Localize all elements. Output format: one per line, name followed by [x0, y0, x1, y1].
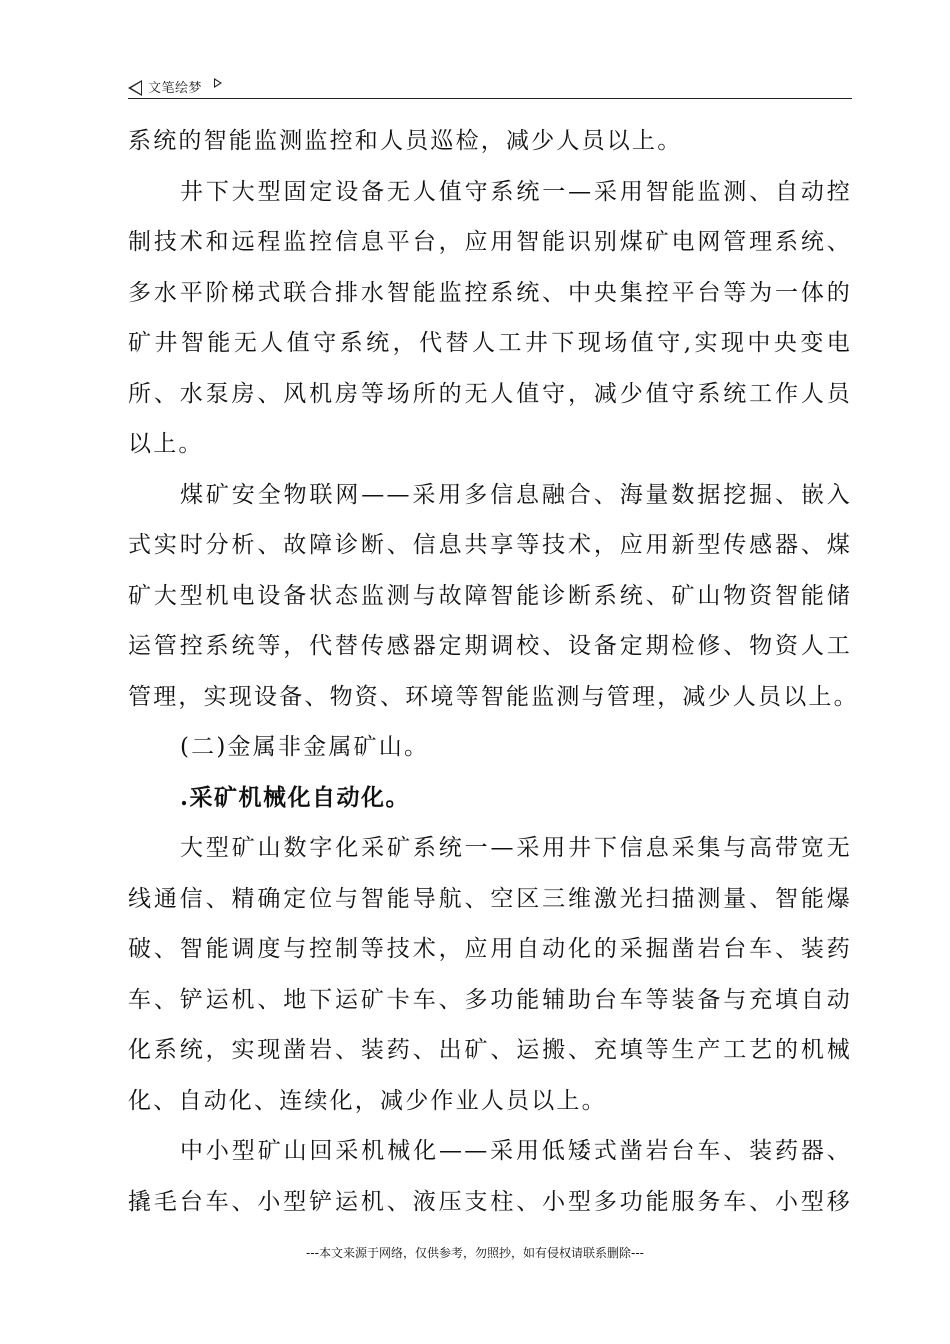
text-line: 煤矿安全物联网——采用多信息融合、海量数据挖掘、嵌入 [180, 481, 852, 508]
text-line: 破、智能调度与控制等技术，应用自动化的采掘凿岩台车、装药 [128, 936, 852, 962]
text-line: 式实时分析、故障诊断、信息共享等技术，应用新型传感器、煤 [128, 532, 852, 558]
subsection-heading: .采矿机械化自动化。 [180, 783, 411, 811]
text-line: 大型矿山数字化采矿系统一—采用井下信息采集与高带宽无 [180, 835, 852, 861]
text-line: 管理，实现设备、物资、环境等智能监测与管理，减少人员以上。 [128, 683, 859, 710]
text-line: 井下大型固定设备无人值守系统一—采用智能监测、自动控 [180, 178, 852, 205]
right-triangle-icon [214, 78, 222, 88]
text-line: 矿大型机电设备状态监测与故障智能诊断系统、矿山物资智能储 [128, 582, 852, 609]
page-header [128, 74, 852, 99]
text-line: 多水平阶梯式联合排水智能监控系统、中央集控平台等为一体的 [128, 279, 852, 306]
text-line: 化、自动化、连续化，减少作业人员以上。 [128, 1087, 607, 1114]
text-line: 以上。 [128, 431, 204, 457]
text-line: 系统的智能监测监控和人员巡检，减少人员以上。 [128, 128, 683, 154]
text-line: 线通信、精确定位与智能导航、空区三维激光扫描测量、智能爆 [128, 885, 852, 912]
text-line: 运管控系统等，代替传感器定期调校、设备定期检修、物资人工 [128, 633, 852, 659]
header-title: 文笔绘梦 [148, 81, 203, 96]
text-line: 所、水泵房、风机房等场所的无人值守，减少值守系统工作人员 [128, 380, 852, 407]
section-heading: (二)金属非金属矿山。 [180, 734, 430, 760]
text-line: 制技术和远程监控信息平台，应用智能识别煤矿电网管理系统、 [128, 229, 852, 255]
text-line: 车、铲运机、地下运矿卡车、多功能辅助台车等装备与充填自动 [128, 986, 852, 1013]
text-line: 中小型矿山回采机械化——采用低矮式凿岩台车、装药器、 [180, 1138, 852, 1164]
text-line: 撬毛台车、小型铲运机、液压支柱、小型多功能服务车、小型移 [128, 1188, 852, 1215]
document-body [128, 116, 859, 1227]
text-line: 化系统，实现凿岩、装药、出矿、运搬、充填等生产工艺的机械 [128, 1037, 852, 1063]
text-line: 矿井智能无人值守系统，代替人工井下现场值守,实现中央变电 [128, 330, 852, 356]
page-footer: ---本文来源于网络，仅供参考，勿照抄，如有侵权请联系删除--- [306, 1246, 644, 1260]
left-triangle-icon [128, 80, 142, 96]
